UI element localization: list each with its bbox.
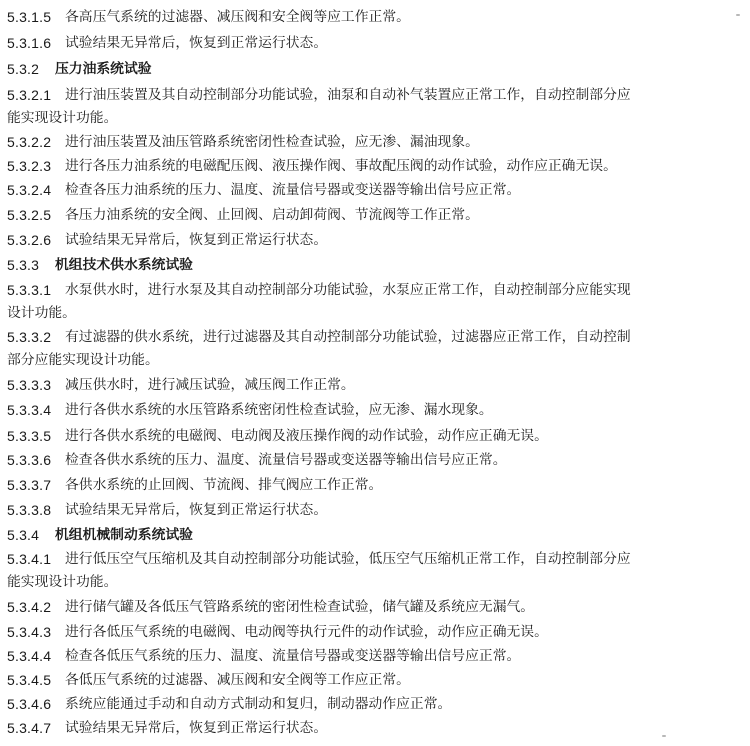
clause-5-3-3-6: [7, 450, 744, 470]
clause-text: 进行低压空气压缩机及其自动控制部分功能试验，低压空气压缩机正常工作，自动控制部分应: [65, 551, 631, 567]
section-heading-5-3-2: [7, 59, 744, 79]
clause-5-3-4-5: [7, 670, 744, 690]
clause-text: 减压供水时，进行减压试验，减压阀工作正常。: [65, 377, 355, 393]
clause-text: 检查各供水系统的压力、温度、流量信号器或变送器等输出信号应正常。: [65, 452, 507, 468]
scan-speck: [736, 14, 740, 16]
clause-5-3-3-3: [7, 375, 744, 395]
clause-5-3-4-4: [7, 646, 744, 666]
clause-text: 系统应能通过手动和自动方式制动和复归，制动器动作应正常。: [65, 696, 452, 712]
clause-continuation: 部分应能实现设计功能。: [7, 352, 159, 368]
clause-number: 5.3.4.3: [7, 624, 52, 640]
scan-speck: [662, 735, 666, 737]
clause-5-3-3-4: [7, 400, 744, 420]
clause-5-3-3-8: [7, 500, 744, 520]
clause-text: 进行各供水系统的水压管路系统密闭性检查试验，应无渗、漏水现象。: [65, 402, 493, 418]
clause-number: 5.3.3.3: [7, 377, 52, 393]
clause-number: 5.3.2.2: [7, 134, 52, 150]
clause-5-3-2-5: [7, 205, 744, 225]
clause-text: 各高压气系统的过滤器、减压阀和安全阀等应工作正常。: [65, 9, 410, 25]
clause-number: 5.3.2.6: [7, 232, 52, 248]
clause-5-3-4-6: [7, 694, 744, 714]
clause-number: 5.3.3.2: [7, 329, 52, 345]
clause-continuation: 能实现设计功能。: [7, 110, 118, 126]
clause-number: 5.3.3.8: [7, 502, 52, 518]
section-title: 压力油系统试验: [55, 61, 152, 77]
clause-5-3-4-1: [7, 549, 744, 569]
clause-number: 5.3.3.4: [7, 402, 52, 418]
clause-text: 各低压气系统的过滤器、减压阀和安全阀等工作应正常。: [65, 672, 410, 688]
clause-5-3-1-6: [7, 33, 744, 53]
clause-5-3-2-1: [7, 85, 744, 105]
clause-text: 试验结果无异常后，恢复到正常运行状态。: [65, 720, 328, 736]
clause-number: 5.3.2.5: [7, 207, 52, 223]
clause-text: 进行各供水系统的电磁阀、电动阀及液压操作阀的动作试验，动作应正确无误。: [65, 428, 548, 444]
clause-continuation: 设计功能。: [7, 305, 76, 321]
clause-text: 试验结果无异常后，恢复到正常运行状态。: [65, 502, 328, 518]
clause-text: 检查各压力油系统的压力、温度、流量信号器或变送器等输出信号应正常。: [65, 182, 521, 198]
clause-number: 5.3.3.6: [7, 452, 52, 468]
clause-5-3-3-5: [7, 426, 744, 446]
clause-number: 5.3.2.4: [7, 182, 52, 198]
clause-text: 进行油压装置及其自动控制部分功能试验，油泵和自动补气装置应正常工作，自动控制部分应: [65, 87, 631, 103]
clause-text: 进行各低压气系统的电磁阀、电动阀等执行元件的动作试验，动作应正确无误。: [65, 624, 548, 640]
clause-5-3-3-2: [7, 327, 744, 347]
clause-text: 进行油压装置及油压管路系统密闭性检查试验，应无渗、漏油现象。: [65, 134, 479, 150]
clause-text: 各供水系统的止回阀、节流阀、排气阀应工作正常。: [65, 477, 383, 493]
clause-number: 5.3.3.7: [7, 477, 52, 493]
clause-text: 水泵供水时，进行水泵及其自动控制部分功能试验，水泵应正常工作，自动控制部分应能实现: [65, 282, 631, 298]
section-title: 机组技术供水系统试验: [55, 257, 193, 273]
section-number: 5.3.3: [7, 257, 40, 273]
clause-text: 各压力油系统的安全阀、止回阀、启动卸荷阀、节流阀等工作正常。: [65, 207, 479, 223]
clause-number: 5.3.4.5: [7, 672, 52, 688]
clause-5-3-2-6: [7, 230, 744, 250]
clause-text: 试验结果无异常后，恢复到正常运行状态。: [65, 35, 328, 51]
clause-number: 5.3.1.5: [7, 9, 52, 25]
clause-5-3-4-3: [7, 622, 744, 642]
clause-text: 进行储气罐及各低压气管路系统的密闭性检查试验，储气罐及系统应无漏气。: [65, 599, 535, 615]
section-title: 机组机械制动系统试验: [55, 527, 193, 543]
section-number: 5.3.2: [7, 61, 40, 77]
clause-number: 5.3.4.7: [7, 720, 52, 736]
clause-number: 5.3.2.3: [7, 158, 52, 174]
section-number: 5.3.4: [7, 527, 40, 543]
clause-number: 5.3.1.6: [7, 35, 52, 51]
clause-text: 进行各压力油系统的电磁配压阀、液压操作阀、事故配压阀的动作试验，动作应正确无误。: [65, 158, 617, 174]
clause-number: 5.3.4.6: [7, 696, 52, 712]
clause-5-3-2-4: [7, 180, 744, 200]
clause-number: 5.3.3.1: [7, 282, 52, 298]
section-heading-5-3-3: [7, 255, 744, 275]
clause-number: 5.3.3.5: [7, 428, 52, 444]
clause-5-3-2-3: [7, 156, 744, 176]
clause-5-3-3-7: [7, 475, 744, 495]
clause-5-3-4-7: [7, 718, 744, 738]
section-heading-5-3-4: [7, 525, 744, 545]
clause-5-3-1-5: [7, 7, 744, 27]
clause-number: 5.3.2.1: [7, 87, 52, 103]
clause-continuation: 能实现设计功能。: [7, 574, 118, 590]
clause-text: 有过滤器的供水系统，进行过滤器及其自动控制部分功能试验，过滤器应正常工作，自动控制: [65, 329, 631, 345]
clause-5-3-3-1: [7, 280, 744, 300]
clause-5-3-2-2: [7, 132, 744, 152]
clause-number: 5.3.4.2: [7, 599, 52, 615]
clause-number: 5.3.4.4: [7, 648, 52, 664]
clause-number: 5.3.4.1: [7, 551, 52, 567]
clause-5-3-4-2: [7, 597, 744, 617]
clause-text: 检查各低压气系统的压力、温度、流量信号器或变送器等输出信号应正常。: [65, 648, 521, 664]
clause-text: 试验结果无异常后，恢复到正常运行状态。: [65, 232, 328, 248]
